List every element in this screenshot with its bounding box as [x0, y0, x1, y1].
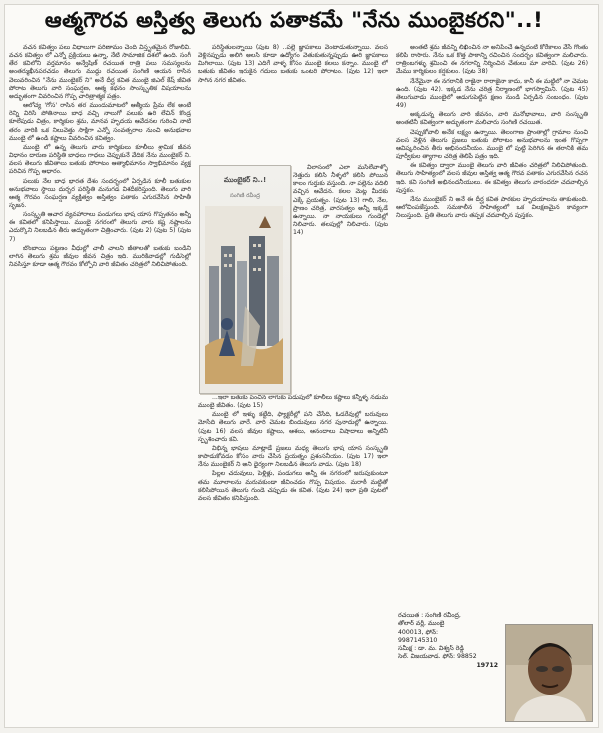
- col3-para-1: అంతటి శ్రమ జీవన్ని లిఖించిన నా అనిపించే ఉన్నదంటి కోరేకాలం వేసే గొంతు కలిపి రాసారు. నేను ఒక కొత్త పాఠాన్ని రచించిన సందర్భం కవిత్వంగా మలిచారు. రాత్రింబగళ్ళు శ్రమించి ఈ నగరాన్ని నిర్మించిన చేతులు మా వారివి. (పుట 26) మేము కార్మికులం కర్షకులం. (పుట 38): [396, 44, 588, 76]
- book-cover-title: ముంబైకర్ ని..!: [223, 176, 267, 184]
- col2-right-para: విలాసంలో ఎలా మసిలేవాళ్ళో నెత్తురు కలిసి నీళ్ళలో కలిసి పోయిన కాలం గుర్తుకు వస్తుంది. నా పల్లెను వదిలి వచ్చిన ఆవేదన. కలల మెట్ల మీదకు ఎక్కే ప్రయత్నం. (పుట 13) గాలి, నేల, ప్రాణం చరిత్ర, వారసత్వం అన్నీ ఇక్కడే ఉన్నాయి. నా నాయకులు గుండెల్లో నిలిచారు. తలపుల్లో నిలిచారు. (పుట 14): [293, 164, 388, 237]
- col3-para-6: నేను ముంబైకర్ ని అనే ఈ దీర్ఘ కవిత పాఠకుల హృదయాలను తాకుతుంది. ఆలోచింపజేస్తుంది. సమకాలీన సాహిత్యంలో ఒక విలక్షణమైన కావ్యంగా నిలుస్తుంది. ప్రతి తెలుగు వారు తప్పక చదవాల్సిన పుస్తకం.: [396, 195, 588, 220]
- author-contact-block: [398, 612, 502, 670]
- col1-para-5: సంస్కృతి ఆచార వ్యవహారాలు పండుగలు భాష యాస గొప్పతనం అన్నీ ఈ కవితలో కనిపిస్తాయి. ముంబై నగరంలో తెలుగు వారు కష్ట నష్టాలను ఎదుర్కొని నిలబడిన తీరు అద్భుతంగా చిత్రించారు. (పుట 2) (పుట 5) (పుట 7): [9, 211, 191, 243]
- article-code: 19712: [476, 661, 498, 669]
- pin-line: 400013, ఫోన్:: [398, 628, 439, 636]
- col1-para-6: బొంబాయి పట్టణం వీధుల్లో చాలీ చాలని జీతాలతో బతుకు బండిని లాగిన తెలుగు శ్రమ జీవుల జీవన చిత్రం ఇది. మురికివాడల్లో గుడిసెల్లో నివసిస్తూ కూడా ఆత్మ గౌరవం కోల్పోని వారి జీవితం చరిత్రలో నిలిచిపోతుంది.: [9, 244, 191, 269]
- column-2-beside-cover: [293, 164, 388, 394]
- book-cover-image: [199, 165, 291, 394]
- reviewer-line: రచయిత : సంగిణి రవీంద్ర,: [398, 612, 461, 619]
- column-3: [396, 44, 588, 609]
- col2-bottom-para-4: పిల్లల చదువులు, పెళ్లిళ్లు, పండుగలు అన్నీ ఈ నగరంలో జరుపుకుంటూ తమ మూలాలను మరువకుండా జీవించడం గొప్ప విషయం. మరాఠీ మట్టితో కలిసిపోయిన తెలుగు గుండె చప్పుడు ఈ కవిత. (పుట 24) ఇలా ప్రతి పుటలో వలస జీవితం కనిపిస్తుంది.: [198, 470, 388, 502]
- col1-para-3: ముంబై లో ఉన్న తెలుగు వారు కార్మికులు కూలీలు శ్రామిక జీవన విధానం దారుణ పరిస్థితి బాధలు గాధలు చెప్పుకునే వేదిక నేను ముంబైకర్ ని. వలస తెలుగు జీవితాలు బతుకు పోరాటం ఆత్మాభిమానం స్వాభిమానం వ్యక్త పరిచిన గొప్ప ఆధారం.: [9, 143, 191, 176]
- address-line-2: సెల్. విజయవాడ. ఫోన్: 98852: [398, 653, 477, 661]
- address-line-1: తోలార్ వర్లీ, ముంబై: [398, 620, 445, 628]
- book-cover-author: సంగిణి రవీంద్ర: [230, 193, 260, 199]
- col2-bottom-para-3: విభిన్న భాషలు మాట్లాడే ప్రజలు మధ్య తెలుగు భాష యాస సంస్కృతి కాపాడుకోవడం కోసం వారు చేసిన ప్రయత్నం ప్రశంసనీయం. (పుట 17) ఇలా నేను ముంబైకర్ ని అని ధైర్యంగా నిలబడిన తెలుగు వాడు. (పుట 18): [198, 444, 388, 469]
- col2-bottom-para-1: ...ఇలా బతుకు పంచిన లాగుకు పడుపులో కూలీలు కష్టాలు కన్నీళ్ళ నడుమ ముంబై జీవితం. (పుట 15): [198, 394, 388, 410]
- col3-para-5: ఈ కవిత్వం ద్వారా ముంబై తెలుగు వారి జీవితం చరిత్రలో నిలిచిపోతుంది. తెలుగు సాహిత్యంలో వలస జీవుల అస్తిత్వ ఆత్మ గౌరవ పతాకం ఎగురవేసిన రచన ఇది. కవి సంగిణి అభినందనీయులు. ఈ కవిత్వం తెలుగు వారందరూ చదవాల్సిన పుస్తకం.: [396, 162, 588, 194]
- column-1: [9, 44, 191, 719]
- col1-para-1: వచన కవిత్వం పలు విధాలుగా పరిణామం చెంది విస్తృతమైన రోజులివి. వచన కవిత్వం లో ఎన్నో ప్రక్రియలు ఉన్నా, నేటి సామాజిక దశలో ఉంది. సంగీ తేర కవిలోని వర్తమానం అన్వేషిణ్ రచయిత రాత్రి పలు సమస్యలను అంతర్ముఖీనపరచడం తెలుగు ముద్దు రచయిత సంగిణి ఆయన రాసిన వెలువరించిన "నేను ముంబైకర్ ని" అనే దీర్ఘ కవిత ముంబై జిఎల్ కేష్ జీవిత పోరాట తెలుగు వారి సంఘర్షణ, ఆత్మ కథనం సాంస్కృతిక విషయాలను అద్భుతంగా వివరించిన గొప్ప చారిత్రాత్మక పత్రం.: [9, 44, 191, 100]
- col3-para-4: చెప్పుకోవాలి అనేక లక్ష్యం ఉన్నాయి. తెలంగాణ ప్రాంతాల్లో గ్రామాల నుంచి వలస వెళ్లిన తెలుగు ప్రజలు బతుకు పోరాటం అనుభవాలను ఇంత గొప్పగా ఆవిష్కరించిన తీరు అభినందనీయం. ముంబై లో పుట్టి పెరిగిన ఈ తరానికి తమ పూర్వీకుల త్యాగాల చరిత్ర తెలిపే పత్రం ఇది.: [396, 128, 588, 161]
- col3-para-2: నేనేమైనా ఈ నగరానికి రాజైనా రారాజైనా కాదు, కానీ ఈ మట్టిలో నా చెమట ఉంది. (పుట 42). ఇక్కడ నేను చరిత్ర నిర్మాణంలో భాగస్వామిని. (పుట 45) తెలుగువాడు ముంబైలో అడుగుపెట్టిన క్షణం నుండి ఏర్పడిన సంబంధం. (పుట 49): [396, 77, 588, 110]
- city-illustration-icon: [205, 206, 283, 384]
- column-2-bottom: [198, 394, 388, 719]
- col2-top-para: పరిస్థితులన్నాయి (పుట 8) ..పల్లె జ్ఞాపకాలు వెంటాడుతున్నాయి. వలస వెళ్లినప్పుడు అలిగి అలసి కూడా ఉద్యోగం వెతుకుతున్నప్పుడు ఊరి జ్ఞాపకాలు మిగిలాయి. (పుట 13) ఎదిగే వాళ్ళ కోసం ముంబై కలలు కన్నాం. ముంబై లో బతుకు జీవితం ఇరుకైన గదులు బతుకు ఒంటరి పోరాటం. (పుట 12) ఇలా సాగిన నగర జీవితం.: [198, 44, 388, 84]
- col1-para-4: పలుకు నేల బాధ భారత దేశం సందర్భంలో ఏర్పడిన కూలీ బతుకుల అనుభవాలు స్థాయి దుర్భర పరిస్థితి మనుగడ విశదీకరిస్తుంది. తెలుగు వారి ఆత్మ గౌరవం సంఘర్షణ వ్యక్తిత్వం అస్తిత్వం పతాకం ఎగురవేసిన సాహితీ సృజన.: [9, 177, 191, 209]
- column-2-top: [198, 44, 388, 164]
- article-headline: ఆత్మగౌరవ అస్తిత్వ తెలుగు పతాకమే "నేను ముంబైకరని"..!: [44, 8, 544, 32]
- portrait-icon: [506, 625, 592, 721]
- author-photo: [505, 624, 593, 722]
- col1-para-2: ఆలోచ్య 'గోస' రాసిన తర ముందుమాటలో ఆత్మీయ ప్రేమ లేక అంటే రెన్ని విరిసి పోతినాయి బాధ వచ్చి నాలుగో పలుకు ఉరి లేచిన్ కొండ్ర కూలేపుడు చిత్రం, కార్మికుల శ్రమ, మానవ హృదయ ఆవేదనల గురించి నాటి తరం వారికి ఒక నిలువెత్తు సాక్షిగా ఎన్నో సంవత్సరాల నుంచి అనుభవాల ముంబై లో ఉండి కష్టాలు వివరించిన కవిత్వం.: [9, 102, 191, 142]
- critic-line: సమీక్ష : డా. మ. విశ్వస్ రెడ్డి: [398, 645, 464, 653]
- phone-line-1: 9987145310: [398, 636, 438, 644]
- col2-bottom-para-2: ముంబై లో ఇళ్ళు కట్టేది, ఫ్యాక్టరీల్లో పని చేసేది, ఓడరేవుల్లో బరువులు మోసేది తెలుగు వారే. వారి చెమట బిందువులు నగర పునాదుల్లో ఉన్నాయి. (పుట 16) వలస జీవుల కష్టాలు, ఆశలు, ఆనందాలు విషాదాలు అన్నిటినీ స్పృశించారు కవి.: [198, 411, 388, 443]
- col3-para-3: అక్కడున్న తెలుగు వారి జీవనం, వారి మనోభావాలు, వారి సంస్కృతి అంతటినీ కవిత్వంగా అద్భుతంగా మలిచారు సంగిణి రచయిత.: [396, 111, 588, 127]
